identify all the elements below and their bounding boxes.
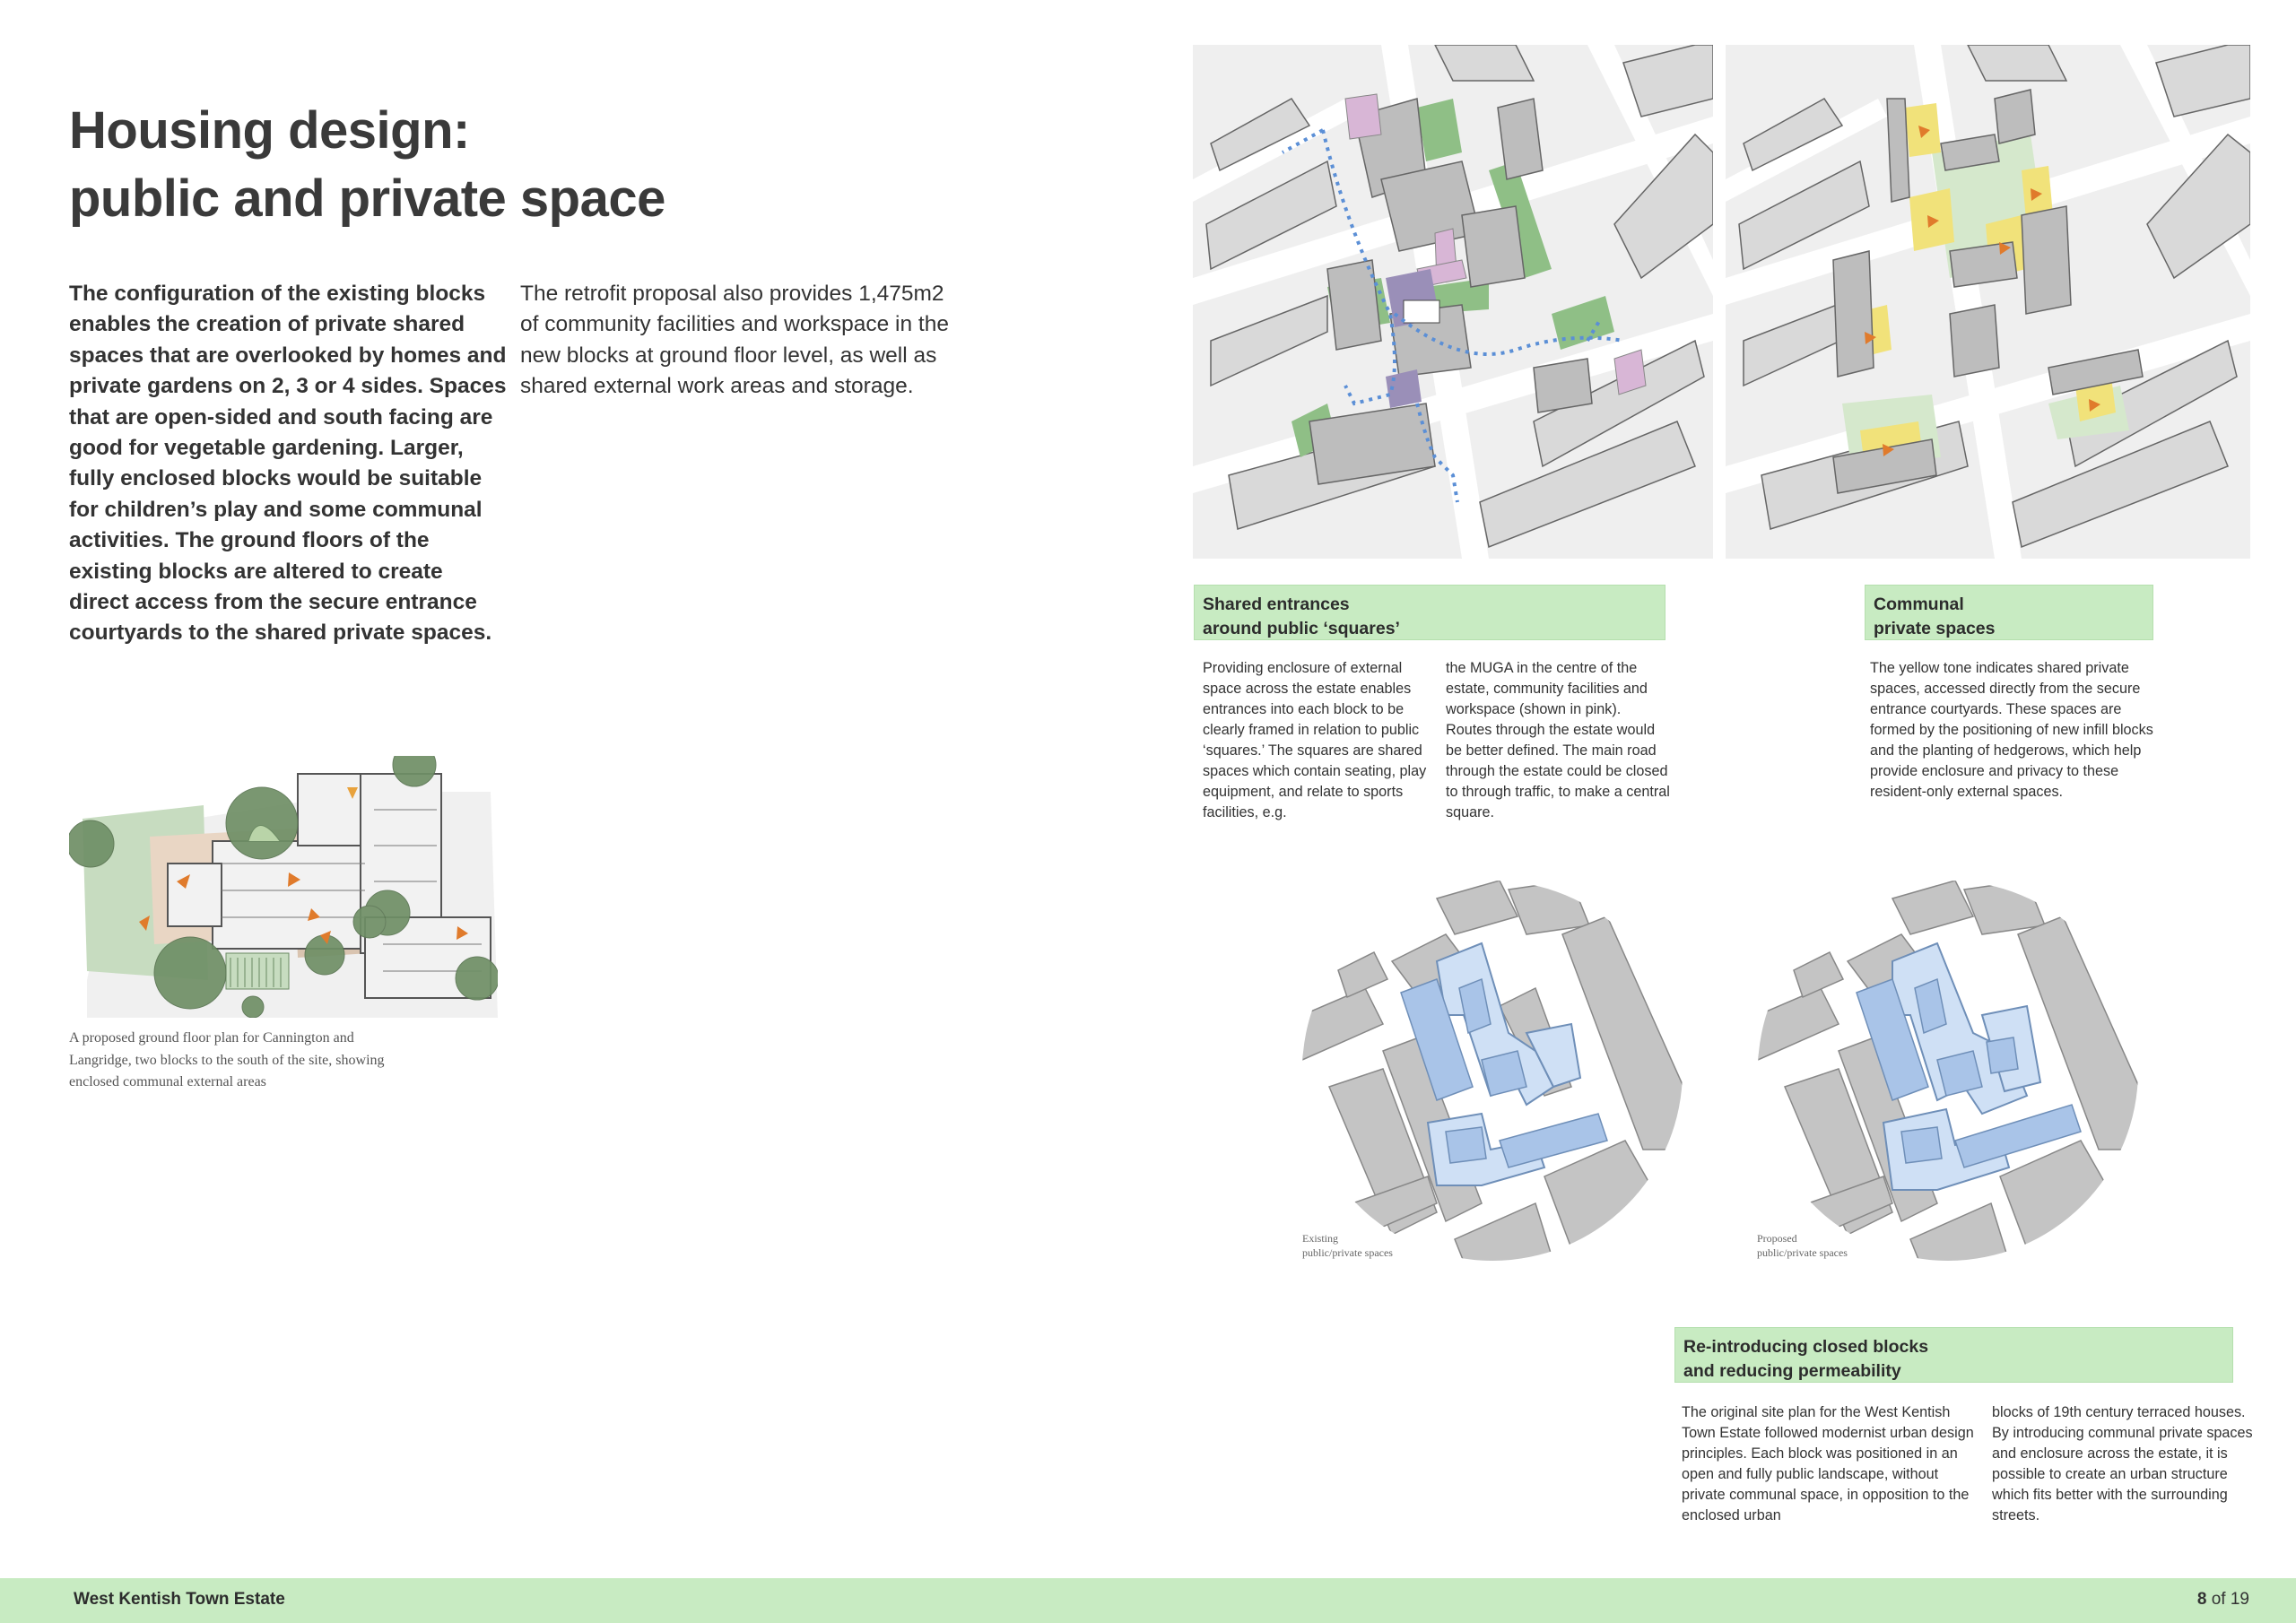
proposed-caption	[1757, 1231, 1900, 1260]
communal-label-line-2: private spaces	[1874, 619, 1996, 638]
reintro-text-col-1: The original site plan for the West Kentish Town Estate followed modernist urban design principles. Each block was positioned in an open and fully public landscape, without private communal space, in opposition to the enclosed urban	[1682, 1404, 1974, 1523]
page-total: 19	[2230, 1590, 2249, 1609]
communal-spaces-label	[1865, 585, 2153, 640]
page-number	[2197, 1584, 2249, 1615]
reintro-label-line-2: and reducing permeability	[1683, 1361, 1901, 1381]
footer-bar	[0, 1578, 2296, 1623]
communal-label-line-1: Communal	[1874, 595, 1964, 614]
intro-regular-paragraph: The retrofit proposal also provides 1,475m2 of community facilities and workspace in the new blocks at ground floor level, as well as shared external work areas and storage.	[520, 282, 949, 399]
intro-bold-paragraph: The configuration of the existing blocks enables the creation of private shared spaces that are overlooked by homes and private gardens on 2, 3 or 4 sides. Spaces that are open-sided and south facing are good for vegetable gardening. Larger, fully enclosed blocks would be suitable for children’s play and some communal activities. The ground floors of the existing blocks are altered to create direct access from the secure entrance courtyards to the shared private spaces.	[69, 282, 507, 646]
reintro-label-line-1: Re-introducing closed blocks	[1683, 1337, 1929, 1357]
shared-text-col-1: Providing enclosure of external space across the estate enables entrances into each block to be clearly framed in relation to public ‘squares.’ The squares are shared spaces which contain seating, play equipment, and relate to sports facilities, e.g.	[1203, 660, 1427, 820]
existing-caption-line-1: Existing	[1302, 1232, 1339, 1245]
ground-floor-plan	[69, 756, 498, 1018]
shared-label-line-2: around public ‘squares’	[1203, 619, 1400, 638]
title-line-2: public and private space	[69, 169, 665, 228]
shared-label-line-1: Shared entrances	[1203, 595, 1350, 614]
proposed-spaces-diagram	[1758, 881, 2139, 1262]
page-current: 8	[2196, 1590, 2207, 1609]
reintroducing-blocks-label	[1674, 1327, 2233, 1383]
footer-document-title: West Kentish Town Estate	[74, 1590, 285, 1609]
shared-entrances-label	[1194, 585, 1665, 640]
plan-caption: A proposed ground floor plan for Cannington and Langridge, two blocks to the south of the site, showing enclosed communal external areas	[69, 1030, 385, 1089]
title-line-1: Housing design:	[69, 101, 470, 160]
communal-text: The yellow tone indicates shared private spaces, accessed directly from the secure entrance courtyards. These spaces are formed by the positioning of new infill blocks and the planting of hedgerows, which help provide enclosure and privacy to these resident-only external spaces.	[1870, 660, 2153, 800]
shared-text-col-2: the MUGA in the centre of the estate, community facilities and workspace (shown in pink). Routes through the estate would be better defined. The main road through the estate could be closed to through traffic, to make a central square.	[1446, 660, 1670, 820]
page-separator: of	[2211, 1590, 2226, 1609]
proposed-caption-line-1: Proposed	[1757, 1232, 1797, 1245]
existing-caption	[1302, 1231, 1446, 1260]
map-communal-spaces	[1726, 45, 2250, 559]
existing-spaces-diagram	[1302, 881, 1683, 1262]
page-title	[69, 97, 876, 233]
reintro-text-col-2: blocks of 19th century terraced houses. By introducing communal private spaces and enclosure across the estate, it is possible to create an urban structure which fits better with the surrounding streets.	[1992, 1404, 2253, 1523]
proposed-caption-line-2: public/private spaces	[1757, 1246, 1848, 1259]
existing-caption-line-2: public/private spaces	[1302, 1246, 1393, 1259]
map-shared-entrances	[1193, 45, 1713, 559]
